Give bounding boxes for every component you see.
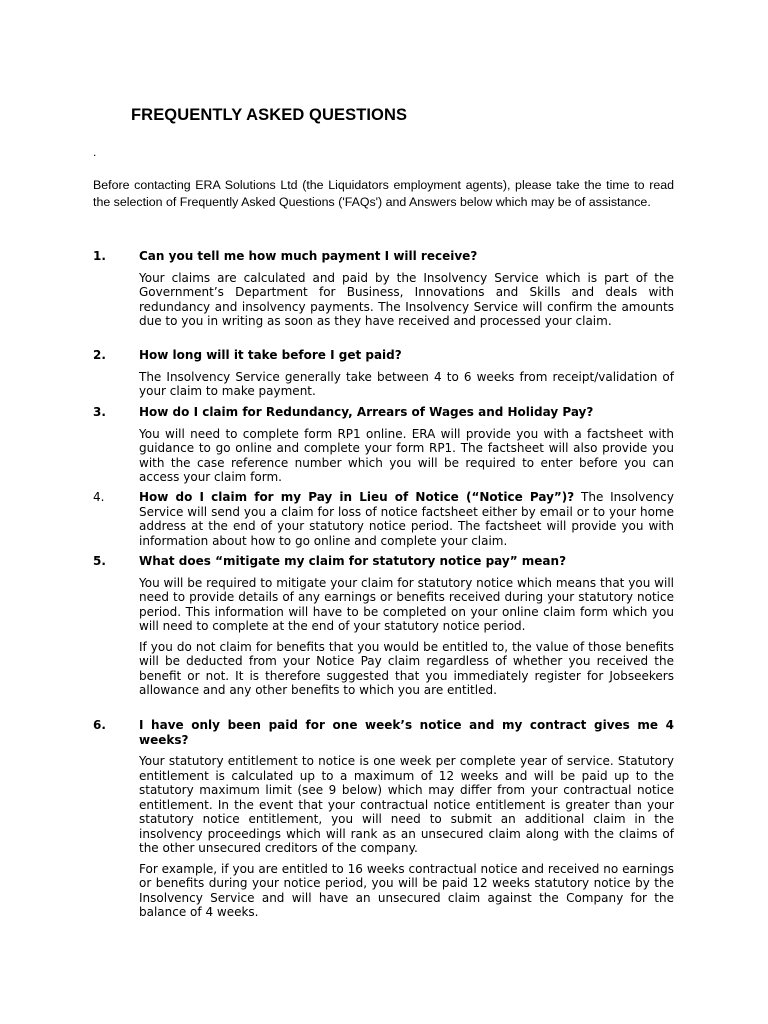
faq-number: 5. [93,554,106,568]
faq-number: 6. [93,718,106,732]
faq-answer: Your statutory entitlement to notice is one week per complete year of service. Statutory entitlement is calculated up to a maximum of 12 weeks and will be paid up to the statutory maximum limit (see 9 below) which may differ from your contractual notice entitlement. In the event that your contractual notice entitlement is greater than your statutory notice entitlement, you will need to submit an additional claim in the insolvency proceedings which will rank as an unsecured claim along with the claims of the other unsecured creditors of the company. [139,754,674,855]
faq-question-text: How long will it take before I get paid? [139,348,402,362]
faq-item-2 [93,348,674,399]
faq-answer: You will need to complete form RP1 online. ERA will provide you with a factsheet with guidance to go online and complete your form RP1. The factsheet will also provide you with the case reference number which you will be required to enter before you can access your claim form. [139,426,674,484]
faq-question [93,405,674,420]
page-title: FREQUENTLY ASKED QUESTIONS [131,106,408,124]
faq-question [93,490,674,548]
faq-question-text: How do I claim for my Pay in Lieu of Notice (“Notice Pay”)? [139,490,575,504]
faq-answer: Your claims are calculated and paid by the Insolvency Service which is part of the Government’s Department for Business, Innovations and Skills and deals with redundancy and insolvency payments. The Insolvency Service will confirm the amounts due to you in writing as soon as they have received and processed your claim. [139,270,674,328]
faq-answer-inline: The Insolvency Service will send you a claim for loss of notice factsheet either by email or to your home address at the end of your statutory notice period. The factsheet will provide you with information about how to go online and complete your claim. [139,490,675,548]
faq-answer: You will be required to mitigate your claim for statutory notice which means that you will need to provide details of any earnings or benefits received during your statutory notice period. This information will have to be completed on your online claim form which you will need to complete at the end of your statutory notice period. [139,575,674,633]
faq-answer: The Insolvency Service generally take between 4 to 6 weeks from receipt/validation of your claim to make payment. [139,369,674,398]
stray-dot: . [93,145,97,159]
faq-answer: For example, if you are entitled to 16 weeks contractual notice and received no earnings or benefits during your notice period, you will be paid 12 weeks statutory notice by the Insolvency Service and will have an unsecured claim against the Company for the balance of 4 weeks. [139,861,674,919]
faq-question [93,348,674,363]
faq-number: 4. [93,490,105,504]
faq-question [93,718,674,747]
intro-paragraph: Before contacting ERA Solutions Ltd (the Liquidators employment agents), please take the time to read the selection of Frequently Asked Questions ('FAQs') and Answers below which may be of assistance. [93,178,674,209]
faq-answer: If you do not claim for benefits that you would be entitled to, the value of those benefits will be deducted from your Notice Pay claim regardless of whether you received the benefit or not. It is therefore suggested that you immediately register for Jobseekers allowance and any other benefits to which you are entitled. [139,639,674,697]
faq-number: 1. [93,249,106,263]
faq-item-3 [93,405,674,485]
faq-question-text: I have only been paid for one week’s notice and my contract gives me 4 weeks? [139,718,674,747]
faq-question-text: What does “mitigate my claim for statutory notice pay” mean? [139,554,567,568]
faq-item-1 [93,249,674,329]
faq-question-text: How do I claim for Redundancy, Arrears of Wages and Holiday Pay? [139,405,594,419]
faq-item-6 [93,718,674,920]
faq-question-text: Can you tell me how much payment I will receive? [139,249,478,263]
faq-item-5 [93,554,674,698]
faq-item-4 [93,490,674,548]
faq-question [93,249,674,264]
faq-question [93,554,674,569]
faq-number: 3. [93,405,106,419]
faq-number: 2. [93,348,106,362]
